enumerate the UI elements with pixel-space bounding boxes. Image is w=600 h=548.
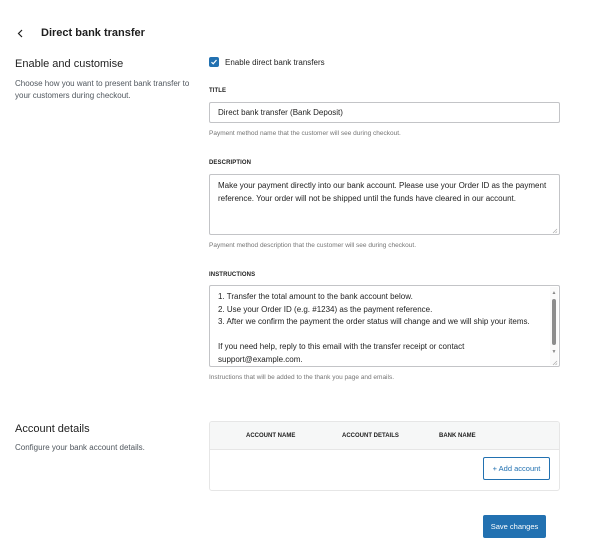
instructions-label: INSTRUCTIONS: [209, 272, 256, 278]
resize-handle-icon[interactable]: [551, 358, 558, 365]
save-changes-button[interactable]: Save changes: [483, 515, 546, 538]
section-description: Choose how you want to present bank transfer to your customers during checkout.: [15, 79, 190, 100]
description-label: DESCRIPTION: [209, 160, 252, 166]
page-header: [17, 23, 145, 43]
accounts-table: [209, 421, 560, 491]
column-header-account-name: ACCOUNT NAME: [246, 433, 296, 439]
description-line: Make your payment directly into our bank account. Please use your Order ID as the payment: [218, 181, 547, 190]
instructions-line: support@example.com.: [218, 354, 303, 364]
enable-section-intro: [15, 57, 195, 102]
instructions-line: 1. Transfer the total amount to the bank account below.: [218, 292, 413, 301]
account-section-intro: [15, 422, 195, 454]
scrollbar-thumb[interactable]: [552, 299, 556, 345]
description-line: reference. Your order will not be shipped until the funds have cleared in our account.: [218, 193, 516, 203]
section-description: Configure your bank account details.: [15, 443, 145, 452]
section-heading: Account details: [15, 423, 90, 435]
enable-checkbox-row[interactable]: [209, 57, 325, 67]
chevron-left-icon[interactable]: [17, 26, 27, 40]
instructions-textarea[interactable]: [209, 285, 560, 367]
enable-checkbox[interactable]: [209, 57, 219, 67]
checkmark-icon: [210, 58, 218, 66]
title-help-text: Payment method name that the customer will see during checkout.: [209, 130, 401, 137]
instructions-line: 3. After we confirm the payment the order status will change and we will ship your items.: [218, 317, 530, 326]
description-textarea[interactable]: [209, 174, 560, 235]
section-heading: Enable and customise: [15, 58, 124, 70]
title-label: TITLE: [209, 88, 227, 94]
enable-checkbox-label: Enable direct bank transfers: [225, 57, 325, 67]
title-input[interactable]: Direct bank transfer (Bank Deposit): [209, 102, 560, 123]
page-title: Direct bank transfer: [41, 27, 145, 39]
column-header-account-details: ACCOUNT DETAILS: [342, 433, 399, 439]
instructions-help-text: Instructions that will be added to the thank you page and emails.: [209, 374, 395, 381]
accounts-table-header: [210, 422, 559, 450]
instructions-scrollbar[interactable]: [550, 287, 558, 365]
instructions-line: If you need help, reply to this email with the transfer receipt or contact: [218, 342, 465, 351]
scroll-up-arrow-icon[interactable]: ▲: [551, 290, 557, 296]
description-help-text: Payment method description that the customer will see during checkout.: [209, 242, 417, 249]
resize-handle-icon[interactable]: [551, 226, 558, 233]
add-account-button[interactable]: + Add account: [483, 457, 550, 480]
instructions-line: 2. Use your Order ID (e.g. #1234) as the payment reference.: [218, 304, 433, 314]
instructions-line: [218, 329, 543, 342]
column-header-bank-name: BANK NAME: [439, 433, 476, 439]
scroll-down-arrow-icon[interactable]: ▼: [551, 349, 557, 355]
